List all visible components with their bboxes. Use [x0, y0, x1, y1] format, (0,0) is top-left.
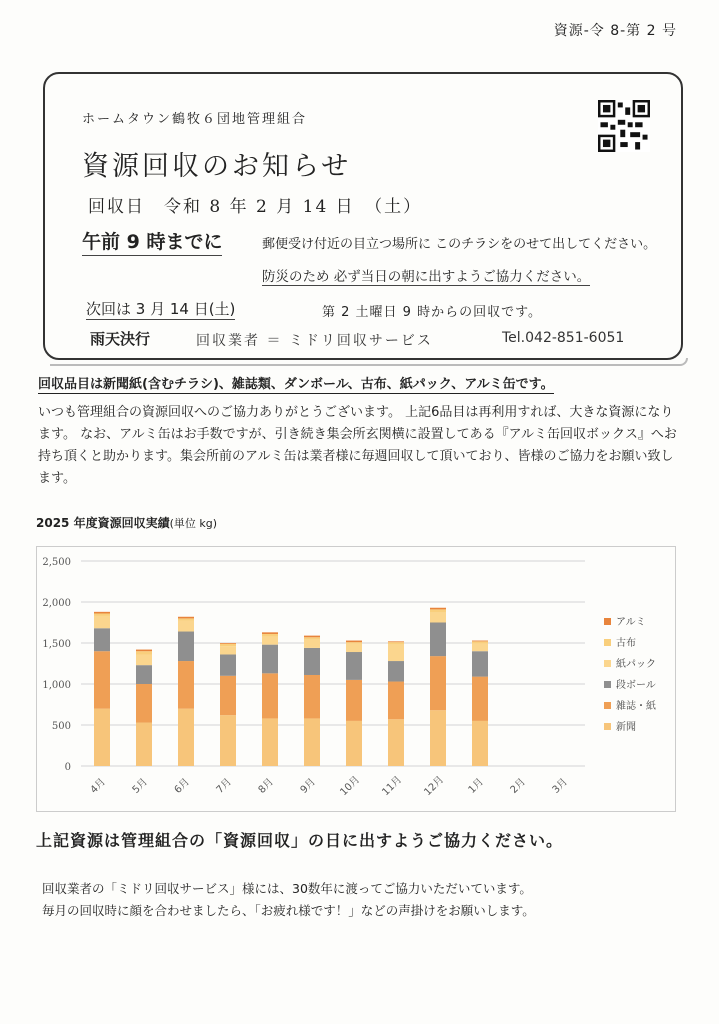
bar-segment — [94, 613, 110, 615]
bar-segment — [220, 644, 236, 646]
legend-label: アルミ — [616, 617, 646, 628]
bar-segment — [346, 721, 362, 766]
bar-segment — [430, 710, 446, 766]
organization-name: ホームタウン鶴牧６団地管理組合 — [82, 112, 308, 127]
bar-segment — [178, 621, 194, 632]
bar-segment — [178, 709, 194, 766]
bar-segment — [430, 623, 446, 657]
bar-segment — [262, 718, 278, 766]
rain-policy: 雨天決行 — [90, 330, 151, 348]
thanks-paragraph — [42, 878, 682, 922]
bar-segment — [178, 617, 194, 619]
bar-segment — [220, 715, 236, 766]
collection-date: 回収日 令和 8 年 2 月 14 日 （土） — [88, 197, 423, 217]
bar-segment — [136, 723, 152, 766]
bar-segment — [178, 661, 194, 709]
disaster-prevention-note: 防災のため 必ず当日の朝に出すようご協力ください。 — [262, 265, 590, 286]
bar-segment — [262, 636, 278, 644]
bar-segment — [346, 642, 362, 644]
bar-segment — [304, 636, 320, 638]
thanks-line-2: 毎月の回収時に顔を合わせましたら、「お疲れ様です！」などの声掛けをお願いします。 — [42, 903, 535, 918]
bar-segment — [220, 643, 236, 644]
deadline-time: 午前 9 時までに — [82, 227, 222, 256]
notice-title: 資源回収のお知らせ — [82, 151, 352, 182]
legend-swatch — [604, 681, 611, 688]
bar-segment — [136, 654, 152, 665]
bar-segment — [136, 651, 152, 654]
legend-swatch — [604, 723, 611, 730]
bar-segment — [388, 661, 404, 682]
bar-segment — [262, 634, 278, 636]
chart-title: 2025 年度資源回収実績 — [36, 516, 170, 530]
chart-heading — [36, 514, 217, 531]
bar-segment — [304, 640, 320, 648]
bar-segment — [430, 608, 446, 610]
x-tick-label: 10月 — [338, 774, 363, 799]
bar-segment — [472, 677, 488, 721]
bar-segment — [94, 709, 110, 766]
bar-segment — [220, 654, 236, 675]
bar-segment — [220, 646, 236, 654]
qr-code-icon — [598, 100, 650, 152]
next-collection-note: 第 2 土曜日 9 時からの回収です。 — [322, 305, 543, 320]
recycling-chart — [36, 546, 676, 812]
bar-segment — [262, 645, 278, 674]
bar-segment — [262, 673, 278, 718]
bar-segment — [136, 650, 152, 652]
next-collection-date: 次回は 3 月 14 日(土) — [86, 300, 236, 318]
bar-segment — [94, 616, 110, 628]
collection-items-heading: 回収品目は新聞紙(含むチラシ)、雑誌類、ダンボール、古布、紙パック、アルミ缶です。 — [38, 373, 554, 394]
x-tick-label: 11月 — [380, 774, 405, 799]
y-tick-label: 0 — [64, 762, 71, 773]
legend-label: 新聞 — [616, 722, 636, 733]
bar-segment — [304, 718, 320, 766]
bar-segment — [388, 719, 404, 766]
legend-swatch — [604, 660, 611, 667]
x-tick-label: 1月 — [466, 776, 486, 796]
bar-segment — [304, 648, 320, 675]
thanks-line-1: 回収業者の「ミドリ回収サービス」様には、30数年に渡ってご協力いただいています。 — [42, 881, 532, 896]
y-tick-label: 500 — [51, 721, 71, 732]
vendor-name: 回収業者 ＝ ミドリ回収サービス — [196, 333, 433, 349]
legend-label: 紙パック — [616, 659, 656, 670]
x-tick-label: 7月 — [214, 776, 234, 796]
bar-segment — [94, 628, 110, 651]
bar-segment — [472, 651, 488, 676]
x-tick-label: 8月 — [256, 776, 276, 796]
chart-canvas — [37, 547, 675, 811]
bar-segment — [388, 682, 404, 720]
x-tick-label: 6月 — [172, 776, 192, 796]
y-tick-label: 2,500 — [42, 557, 71, 568]
document-number: 資源-令 8-第 2 号 — [553, 23, 677, 39]
x-tick-label: 5月 — [130, 776, 150, 796]
x-tick-label: 4月 — [88, 776, 108, 796]
bar-segment — [346, 644, 362, 652]
bar-segment — [472, 641, 488, 642]
legend-swatch — [604, 639, 611, 646]
bar-segment — [136, 684, 152, 723]
bar-segment — [388, 641, 404, 642]
bar-segment — [304, 675, 320, 718]
x-tick-label: 3月 — [550, 776, 570, 796]
bar-segment — [430, 613, 446, 623]
x-tick-label: 12月 — [422, 774, 447, 799]
legend-swatch — [604, 702, 611, 709]
legend-swatch — [604, 618, 611, 625]
bar-segment — [346, 641, 362, 643]
bar-segment — [388, 645, 404, 661]
bar-segment — [304, 637, 320, 639]
legend-label: 段ボール — [616, 680, 656, 691]
bar-segment — [472, 644, 488, 651]
bar-segment — [178, 618, 194, 620]
bar-segment — [430, 656, 446, 710]
body-paragraph: いつも管理組合の資源回収へのご協力ありがとうございます。 上記6品目は再利用すれば、大きな資源になります。 なお、アルミ缶はお手数ですが、引き続き集会所玄関横に設置してある『アルミ缶回収ボックス』へお持ち頂くと助かります。集会所前のアルミ缶は業者様に毎週回収して頂いており、皆様のご協力をお願い致します。 — [38, 405, 677, 486]
bar-segment — [472, 641, 488, 643]
vendor-phone: Tel.042-851-6051 — [502, 330, 625, 346]
y-tick-label: 2,000 — [42, 598, 71, 609]
placement-instruction: 郵便受け付近の目立つ場所に このチラシをのせて出してください。 — [262, 237, 657, 252]
chart-unit: (単位 kg) — [169, 517, 218, 530]
bar-segment — [472, 721, 488, 766]
request-message: 上記資源は管理組合の「資源回収」の日に出すようご協力ください。 — [36, 831, 564, 850]
y-tick-label: 1,500 — [42, 639, 71, 650]
bar-segment — [94, 612, 110, 614]
y-tick-label: 1,000 — [42, 680, 71, 691]
legend-label: 古布 — [616, 638, 636, 649]
bar-segment — [346, 652, 362, 680]
x-tick-label: 2月 — [508, 776, 528, 796]
bar-segment — [178, 632, 194, 662]
bar-segment — [430, 609, 446, 612]
legend-label: 雑誌・紙 — [616, 701, 656, 712]
bar-segment — [388, 642, 404, 644]
bar-segment — [262, 632, 278, 634]
bar-segment — [94, 651, 110, 708]
bar-segment — [136, 665, 152, 684]
bar-segment — [346, 680, 362, 721]
bar-segment — [220, 676, 236, 715]
x-tick-label: 9月 — [298, 776, 318, 796]
